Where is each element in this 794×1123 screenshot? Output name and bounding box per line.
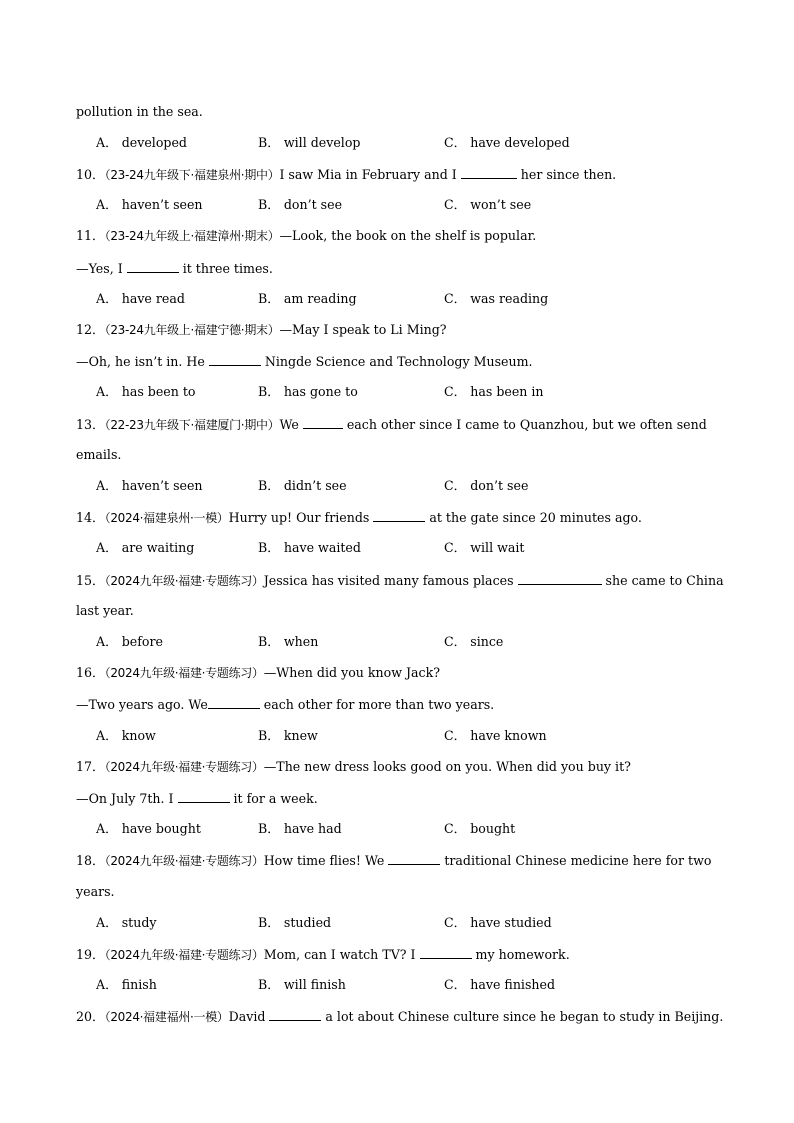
option-text: will develop	[283, 135, 361, 150]
option-text: haven’t seen	[121, 478, 203, 493]
option-text: has gone to	[283, 384, 358, 399]
option-letter: B．	[258, 135, 280, 150]
answer-blank[interactable]	[388, 852, 440, 865]
option-text: won’t see	[470, 197, 532, 212]
question-text: —The new dress looks good on you. When did you buy it?	[263, 759, 631, 774]
question-12-line-2	[76, 353, 533, 369]
question-text: each other since I came to Quanzhou, but we often send	[346, 417, 707, 432]
question-text: Jessica has visited many famous places	[263, 573, 514, 588]
question-text: —Look, the book on the shelf is popular.	[279, 228, 537, 243]
option-text: study	[121, 915, 157, 930]
option-text: bought	[470, 821, 516, 836]
option-letter: B．	[258, 977, 280, 992]
question-text: —When did you know Jack?	[263, 665, 440, 680]
question-14	[76, 509, 642, 525]
option-b[interactable]	[258, 135, 360, 151]
option-letter: C．	[444, 135, 467, 150]
option-letter: B．	[258, 821, 280, 836]
option-text: have known	[470, 728, 547, 743]
question-source: （2024九年级·福建·专题练习）	[104, 666, 264, 680]
option-b[interactable]	[258, 197, 342, 213]
option-c[interactable]	[444, 135, 570, 151]
option-text: am reading	[283, 291, 357, 306]
answer-blank[interactable]	[420, 946, 472, 959]
question-text: How time flies! We	[263, 853, 385, 868]
question-10	[76, 166, 616, 182]
question-number: 13．	[76, 417, 105, 432]
option-text: have finished	[470, 977, 556, 992]
option-b[interactable]	[258, 634, 318, 650]
option-text: has been to	[121, 384, 196, 399]
option-text: have studied	[470, 915, 552, 930]
option-b[interactable]	[258, 915, 331, 931]
option-a[interactable]	[96, 977, 157, 993]
option-b[interactable]	[258, 478, 347, 494]
option-c[interactable]	[444, 384, 544, 400]
option-text: are waiting	[121, 540, 195, 555]
option-a[interactable]	[96, 291, 185, 307]
option-letter: C．	[444, 634, 467, 649]
option-text: knew	[283, 728, 318, 743]
question-number: 18．	[76, 853, 105, 868]
question-11-line-2	[76, 260, 273, 276]
option-letter: B．	[258, 634, 280, 649]
question-9-continuation	[76, 104, 203, 120]
option-c[interactable]	[444, 977, 555, 993]
question-number: 19．	[76, 947, 105, 962]
answer-blank[interactable]	[208, 696, 260, 709]
option-text: before	[121, 634, 163, 649]
option-text: developed	[121, 135, 187, 150]
option-a[interactable]	[96, 634, 163, 650]
question-number: 16．	[76, 665, 105, 680]
question-13-line-2	[76, 447, 121, 463]
option-letter: A．	[96, 977, 118, 992]
option-c[interactable]	[444, 821, 515, 837]
question-11	[76, 228, 536, 244]
question-number: 12．	[76, 322, 105, 337]
option-letter: B．	[258, 540, 280, 555]
question-text: she came to China	[605, 573, 724, 588]
option-a[interactable]	[96, 384, 196, 400]
question-source: （23-24九年级上·福建宁德·期末）	[104, 323, 280, 337]
question-text: We	[279, 417, 299, 432]
question-17-line-2	[76, 790, 318, 806]
answer-blank[interactable]	[209, 353, 261, 366]
option-c[interactable]	[444, 291, 548, 307]
option-text: have waited	[283, 540, 361, 555]
option-text: have had	[283, 821, 342, 836]
option-letter: C．	[444, 291, 467, 306]
answer-blank[interactable]	[269, 1008, 321, 1021]
option-text: have bought	[121, 821, 201, 836]
answer-blank[interactable]	[178, 790, 230, 803]
question-number: 17．	[76, 759, 105, 774]
question-source: （23-24九年级上·福建漳州·期末）	[104, 229, 280, 243]
option-text: was reading	[470, 291, 549, 306]
option-b[interactable]	[258, 384, 358, 400]
option-letter: B．	[258, 915, 280, 930]
option-a[interactable]	[96, 197, 203, 213]
option-text: finish	[121, 977, 157, 992]
question-text: at the gate since 20 minutes ago.	[429, 510, 642, 525]
question-text: my homework.	[475, 947, 570, 962]
question-text: Hurry up! Our friends	[228, 510, 370, 525]
option-c[interactable]	[444, 478, 528, 494]
question-text: —May I speak to Li Ming?	[279, 322, 447, 337]
question-text: —Two years ago. We	[76, 697, 208, 712]
option-b[interactable]	[258, 540, 361, 556]
option-a[interactable]	[96, 540, 194, 556]
answer-blank[interactable]	[303, 416, 343, 429]
question-17	[76, 759, 631, 775]
question-text: her since then.	[520, 167, 617, 182]
option-b[interactable]	[258, 728, 318, 744]
question-text: Ningde Science and Technology Museum.	[264, 354, 533, 369]
option-letter: C．	[444, 197, 467, 212]
question-text: I saw Mia in February and I	[279, 167, 457, 182]
option-letter: C．	[444, 977, 467, 992]
question-19	[76, 946, 570, 962]
option-letter: A．	[96, 821, 118, 836]
option-letter: C．	[444, 728, 467, 743]
question-text: traditional Chinese medicine here for two	[444, 853, 712, 868]
option-text: will wait	[470, 540, 525, 555]
answer-blank[interactable]	[373, 509, 425, 522]
question-text: David	[228, 1009, 266, 1024]
question-number: 20．	[76, 1009, 105, 1024]
option-letter: C．	[444, 821, 467, 836]
option-b[interactable]	[258, 291, 357, 307]
question-18-line-2	[76, 884, 115, 900]
question-number: 11．	[76, 228, 105, 243]
option-letter: A．	[96, 478, 118, 493]
question-16-line-2	[76, 696, 494, 712]
option-letter: C．	[444, 384, 467, 399]
option-text: haven’t seen	[121, 197, 203, 212]
question-text: last year.	[76, 603, 134, 618]
question-source: （2024九年级·福建·专题练习）	[104, 574, 264, 588]
question-text: years.	[76, 884, 115, 899]
option-a[interactable]	[96, 915, 157, 931]
question-text: it three times.	[182, 261, 273, 276]
option-letter: A．	[96, 540, 118, 555]
question-number: 15．	[76, 573, 105, 588]
option-letter: C．	[444, 540, 467, 555]
question-12	[76, 322, 447, 338]
option-letter: B．	[258, 728, 280, 743]
option-letter: B．	[258, 291, 280, 306]
answer-blank[interactable]	[127, 260, 179, 273]
question-15	[76, 572, 724, 588]
option-letter: C．	[444, 915, 467, 930]
question-15-line-2	[76, 603, 134, 619]
option-letter: C．	[444, 478, 467, 493]
option-c[interactable]	[444, 634, 503, 650]
option-text: know	[121, 728, 156, 743]
option-text: don’t see	[283, 197, 343, 212]
option-text: have read	[121, 291, 185, 306]
option-letter: A．	[96, 728, 118, 743]
option-letter: A．	[96, 135, 118, 150]
question-13	[76, 416, 707, 432]
question-source: （2024·福建泉州·一模）	[104, 511, 229, 525]
option-text: has been in	[470, 384, 544, 399]
option-letter: A．	[96, 915, 118, 930]
option-letter: A．	[96, 384, 118, 399]
question-text: Mom, can I watch TV? I	[263, 947, 416, 962]
question-16	[76, 665, 440, 681]
question-text: each other for more than two years.	[263, 697, 495, 712]
option-a[interactable]	[96, 821, 201, 837]
option-text: have developed	[470, 135, 570, 150]
question-text: pollution in the sea.	[76, 104, 203, 119]
question-text: —Yes, I	[76, 261, 123, 276]
option-a[interactable]	[96, 135, 187, 151]
question-text: emails.	[76, 447, 122, 462]
option-a[interactable]	[96, 478, 203, 494]
option-letter: B．	[258, 384, 280, 399]
question-source: （22-23九年级下·福建厦门·期中）	[104, 418, 280, 432]
question-text: —On July 7th. I	[76, 791, 174, 806]
question-source: （23-24九年级下·福建泉州·期中）	[104, 168, 280, 182]
question-text: a lot about Chinese culture since he began to study in Beijing.	[325, 1009, 724, 1024]
option-text: didn’t see	[283, 478, 347, 493]
option-text: studied	[283, 915, 332, 930]
option-letter: A．	[96, 634, 118, 649]
answer-blank[interactable]	[461, 166, 517, 179]
option-text: don’t see	[470, 478, 529, 493]
question-number: 10．	[76, 167, 105, 182]
option-c[interactable]	[444, 915, 552, 931]
option-b[interactable]	[258, 821, 342, 837]
option-letter: A．	[96, 197, 118, 212]
question-source: （2024九年级·福建·专题练习）	[104, 948, 264, 962]
option-c[interactable]	[444, 197, 531, 213]
option-c[interactable]	[444, 540, 524, 556]
option-text: since	[470, 634, 504, 649]
option-letter: B．	[258, 197, 280, 212]
answer-blank[interactable]	[518, 572, 602, 585]
question-source: （2024九年级·福建·专题练习）	[104, 854, 264, 868]
question-source: （2024·福建福州·一模）	[104, 1010, 229, 1024]
option-letter: B．	[258, 478, 280, 493]
question-20	[76, 1008, 723, 1024]
question-text: —Oh, he isn’t in. He	[76, 354, 205, 369]
option-a[interactable]	[96, 728, 156, 744]
question-number: 14．	[76, 510, 105, 525]
question-text: it for a week.	[233, 791, 318, 806]
question-18	[76, 852, 711, 868]
option-b[interactable]	[258, 977, 346, 993]
question-source: （2024九年级·福建·专题练习）	[104, 760, 264, 774]
option-c[interactable]	[444, 728, 547, 744]
option-letter: A．	[96, 291, 118, 306]
option-text: will finish	[283, 977, 346, 992]
option-text: when	[283, 634, 319, 649]
